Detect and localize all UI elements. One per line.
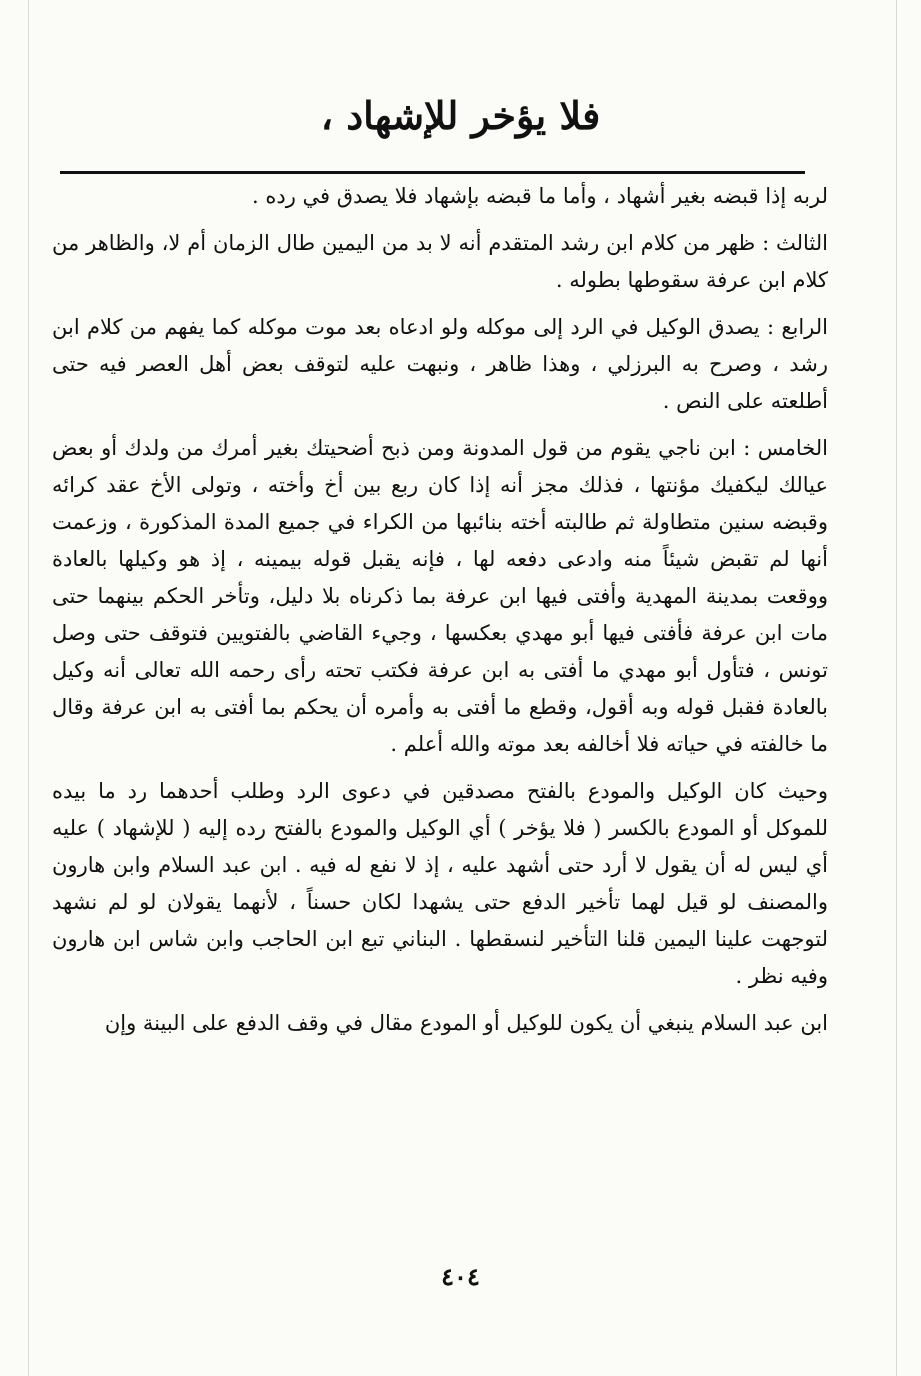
header-rule: [60, 171, 805, 174]
paragraph-2: الثالث : ظهر من كلام ابن رشد المتقدم أنه لا بد من اليمين طال الزمان أم لا، والظاهر من كلام ابن عرفة سقوطها بطوله .: [52, 231, 828, 292]
paragraph-6: ابن عبد السلام ينبغي أن يكون للوكيل أو المودع مقال في وقف الدفع على البينة وإن: [104, 1011, 828, 1035]
paragraph-5: وحيث كان الوكيل والمودع بالفتح مصدقين في دعوى الرد وطلب أحدهما رد ما بيده للموكل أو المودع بالكسر ( فلا يؤخر ) أي الوكيل والمودع بالفتح رده إليه ( للإشهاد ) عليه أي ليس له أن يقول لا أرد حتى أشهد عليه ، إذ لا نفع له فيه . ابن عبد السلام وابن هارون والمصنف لو قيل لهما تأخير الدفع حتى يشهدا لكان حسناً ، لأنهما يقولان لو لم نشهد لتوجهت علينا اليمين قلنا التأخير لنسقطها . البناني تبع ابن الحاجب وابن شاس ابن هارون وفيه نظر .: [52, 779, 828, 988]
running-header-title: فلا يؤخر للإشهاد ،: [320, 93, 601, 138]
scan-margin-line-right: [896, 0, 897, 1376]
paragraph-1: لربه إذا قبضه بغير أشهاد ، وأما ما قبضه بإشهاد فلا يصدق في رده .: [252, 184, 828, 208]
paragraph-3: الرابع : يصدق الوكيل في الرد إلى موكله ولو ادعاه بعد موت موكله كما يفهم من كلام ابن رشد ، وصرح به البرزلي ، وهذا ظاهر ، ونبهت عليه لتوقف بعض أهل العصر فيه حتى أطلعته على النص .: [52, 315, 828, 413]
paragraph-4: الخامس : ابن ناجي يقوم من قول المدونة ومن ذبح أضحيتك بغير أمرك من ولدك أو بعض عيالك ليكفيك مؤنتها ، فذلك مجز أنه إذا كان ربع بين أخ وأخته ، وتولى الأخ عقد كرائه وقبضه سنين متطاولة ثم طالبته أخته بنائبها من الكراء في جميع المدة المذكورة ، وزعمت أنها لم تقبض شيئاً منه وادعى دفعه لها ، فإنه يقبل قوله بيمينه ، إذ هو وكيلها بالعادة ووقعت بمدينة المهدية وأفتى فيها ابن عرفة بما ذكرناه بلا دليل، وتأخر الحكم بينهما حتى مات ابن عرفة فأفتى فيها أبو مهدي بعكسها ، وجيء القاضي بالفتويين فتوقف حتى وصل تونس ، فتأول أبو مهدي ما أفتى به ابن عرفة فكتب تحته رأى رحمه الله تعالى أنه وكيل بالعادة فقبل قوله وبه أقول، وقطع ما أفتى به وأمره أن يحكم بما أفتى به ابن عرفة وقال ما خالفته في حياته فلا أخالفه بعد موته والله أعلم .: [52, 436, 828, 756]
page-number: ٤٠٤: [441, 1262, 480, 1291]
page-body: [52, 178, 828, 1052]
scan-margin-line-left: [28, 0, 29, 1376]
